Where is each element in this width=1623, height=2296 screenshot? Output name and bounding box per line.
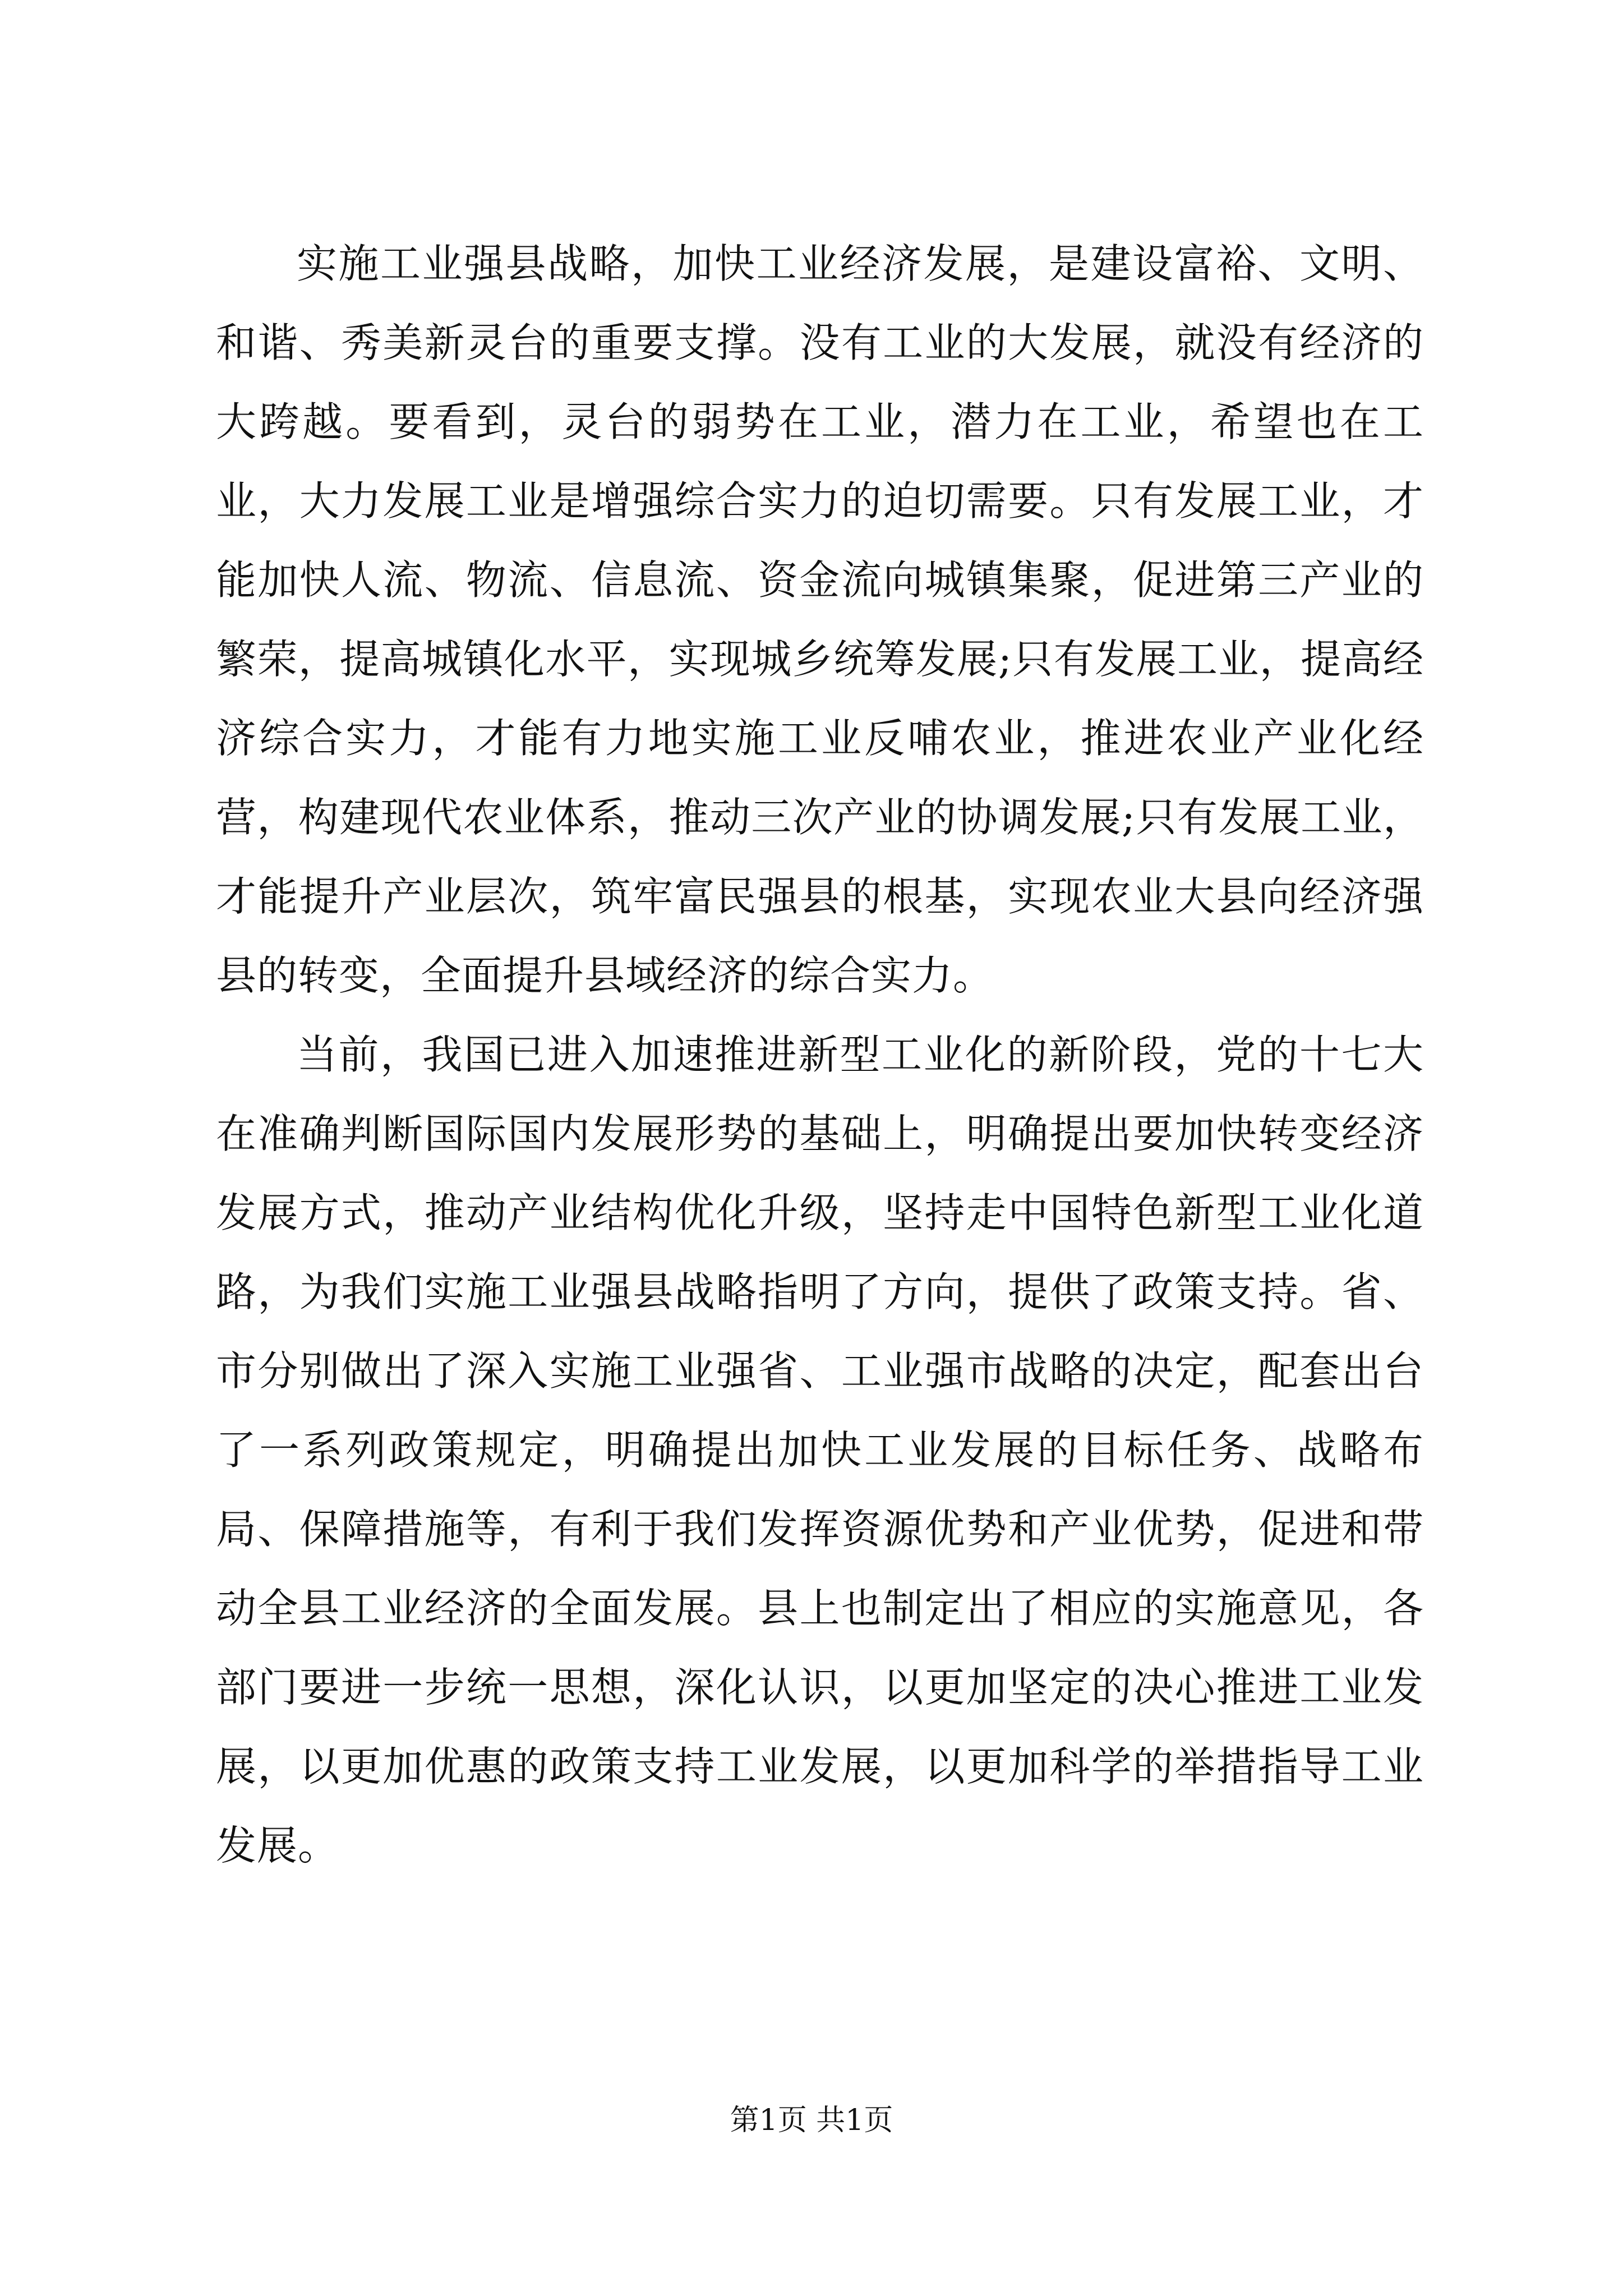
document-body bbox=[216, 224, 1424, 1885]
paragraph-2: 当前，我国已进入加速推进新型工业化的新阶段，党的十七大在准确判断国际国内发展形势的基础上，明确提出要加快转变经济发展方式，推动产业结构优化升级，坚持走中国特色新型工业化道路，为我们实施工业强县战略指明了方向，提供了政策支持。省、市分别做出了深入实施工业强省、工业强市战略的决定，配套出台了一系列政策规定，明确提出加快工业发展的目标任务、战略布局、保障措施等，有利于我们发挥资源优势和产业优势，促进和带动全县工业经济的全面发展。县上也制定出了相应的实施意见，各部门要进一步统一思想，深化认识，以更加坚定的决心推进工业发展，以更加优惠的政策支持工业发展，以更加科学的举措指导工业发展。 bbox=[216, 1031, 1424, 1869]
page-footer: 第1页 共1页 bbox=[730, 2104, 893, 2137]
paragraph-1: 实施工业强县战略，加快工业经济发展，是建设富裕、文明、和谐、秀美新灵台的重要支撑。没有工业的大发展，就没有经济的大跨越。要看到，灵台的弱势在工业，潜力在工业，希望也在工业，大力发展工业是增强综合实力的迫切需要。只有发展工业，才能加快人流、物流、信息流、资金流向城镇集聚，促进第三产业的繁荣，提高城镇化水平，实现城乡统筹发展;只有发展工业，提高经济综合实力，才能有力地实施工业反哺农业，推进农业产业化经营，构建现代农业体系，推动三次产业的协调发展;只有发展工业，才能提升产业层次，筑牢富民强县的根基，实现农业大县向经济强县的转变，全面提升县域经济的综合实力。 bbox=[216, 240, 1424, 999]
